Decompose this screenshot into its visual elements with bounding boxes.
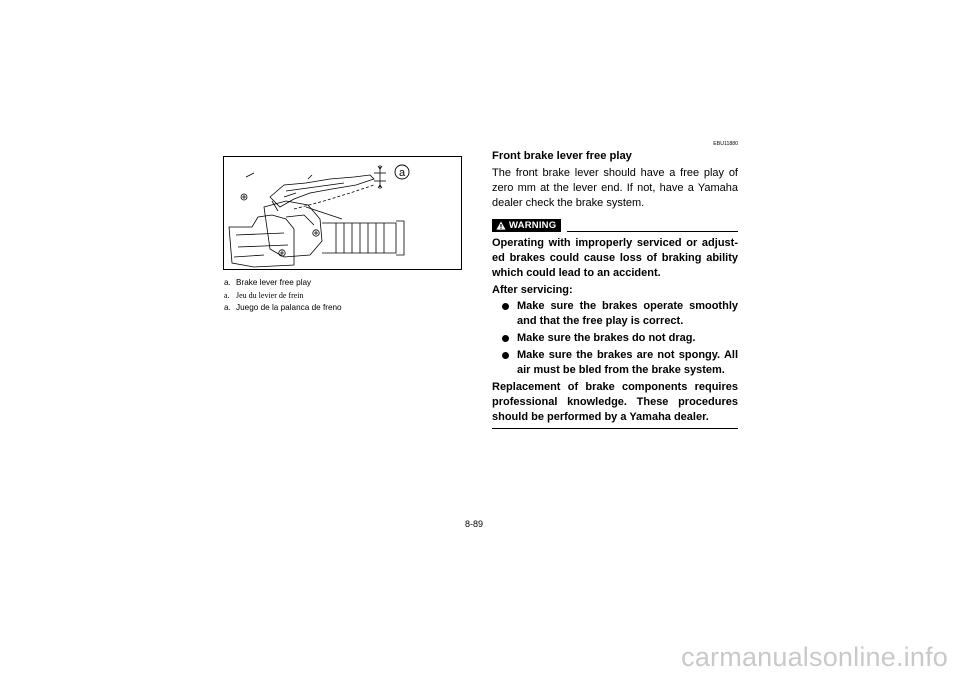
figure-captions	[224, 277, 464, 315]
list-item	[492, 348, 738, 378]
list-item	[492, 299, 738, 329]
after-servicing-label: After servicing:	[492, 284, 573, 296]
section-title: Front brake lever free play	[492, 150, 632, 162]
list-item	[492, 331, 738, 346]
caption-letter: a.	[224, 290, 230, 300]
warning-end-rule	[492, 428, 738, 429]
warning-body: Operating with improperly serviced or adjust-ed brakes could cause loss of braking ability which could lead to an accident.	[492, 237, 738, 279]
warning-label-box	[492, 219, 561, 232]
caption-text: Brake lever free play	[236, 278, 312, 287]
caption-letter: a.	[224, 303, 231, 312]
list-item-text: Make sure the brakes are not spongy. All air must be bled from the brake system.	[517, 349, 738, 376]
list-item-text: Make sure the brakes do not drag.	[517, 332, 696, 344]
watermark-link[interactable]: carmanualsonline.info	[681, 642, 948, 672]
brake-lever-illustration	[223, 156, 462, 270]
page-number: 8-89	[465, 519, 484, 529]
caption-text: Juego de la palanca de freno	[236, 303, 342, 312]
warning-rule	[567, 219, 738, 232]
section-code: EBU11880	[713, 141, 738, 147]
warning-triangle-icon	[496, 221, 506, 230]
section-body: The front brake lever should have a free play of zero mm at the lever end. If not, have a Yamaha dealer check the brake system.	[492, 167, 738, 209]
caption-french	[224, 290, 464, 302]
warning-label: WARNING	[509, 219, 557, 231]
caption-spanish	[224, 302, 464, 314]
caption-letter: a.	[224, 278, 231, 287]
right-column	[492, 140, 738, 429]
caption-english	[224, 277, 464, 289]
bullet-dot	[502, 335, 509, 342]
caption-text: Jeu du levier de frein	[236, 290, 304, 300]
closing-text: Replacement of brake components requires professional knowledge. These procedures should be performed by a Yamaha dealer.	[492, 381, 738, 423]
bullet-dot	[502, 303, 509, 310]
callout-letter: a	[398, 167, 406, 179]
list-item-text: Make sure the brakes operate smoothly and that the free play is correct.	[517, 300, 738, 327]
servicing-checklist	[492, 299, 738, 378]
warning-header	[492, 217, 738, 233]
handlebar-drawing	[224, 157, 462, 270]
bullet-dot	[502, 352, 509, 359]
